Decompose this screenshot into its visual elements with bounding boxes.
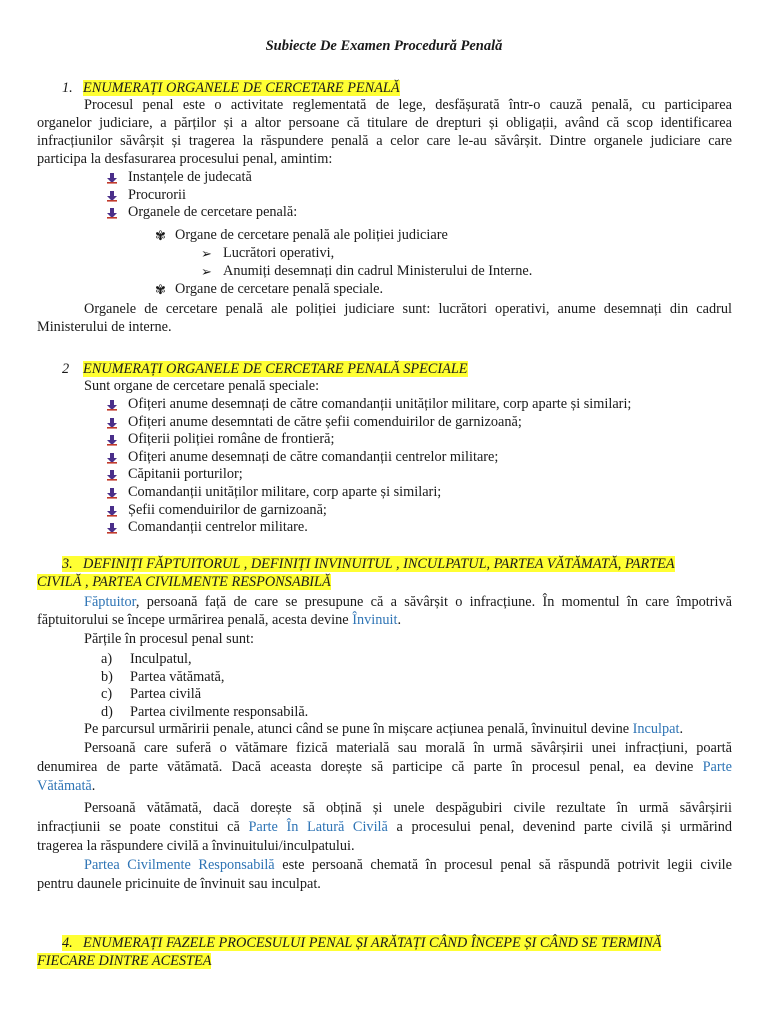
paragraph-line: participa la desfasurarea procesului penal, amintim:: [37, 151, 333, 167]
list-item: Comandanții unităților militare, corp aparte și similari;: [104, 484, 631, 502]
sublist: [153, 281, 383, 299]
paragraph-line: Pe parcursul urmăririi penale, atunci când se pune în mișcare acțiunea penală, învinuitul devine Inculpat.: [84, 721, 684, 737]
paragraph-line: pentru daunele pricinuite de învinuit sau inculpat.: [37, 876, 321, 892]
paragraph-line: Făptuitor, persoană față de care se presupune că a săvârșit o infracțiune. În momentul în care împotrivă: [84, 594, 732, 610]
heading-text: ENUMERAȚI ORGANELE DE CERCETARE PENALĂ SPECIALE: [83, 361, 468, 377]
arrow-bullet-icon: [106, 207, 118, 219]
term-parte-latura-civila: Parte În Latură Civilă: [248, 819, 388, 835]
paragraph-line: Sunt organe de cercetare penală speciale:: [84, 378, 320, 394]
list-item: b) Partea vătămată,: [101, 668, 225, 685]
section-4-heading-line2: [37, 952, 211, 970]
section-3-heading-line1: [62, 555, 675, 573]
list-item: Ofițeri anume desemntati de către șefii comenduirilor de garnizoană;: [104, 414, 631, 432]
section-number: 3.: [62, 556, 73, 572]
special-organs-list: [104, 396, 631, 537]
list-item: ➢ Anumiți desemnați din cadrul Ministerului de Interne.: [201, 262, 533, 279]
flower-bullet-icon: ✾: [155, 282, 166, 297]
list-item: Instanțele de judecată: [104, 169, 297, 187]
term-invinuit: Învinuit: [352, 612, 398, 628]
list-item: Șefii comenduirilor de garnizoană;: [104, 502, 631, 520]
parties-list: [101, 651, 308, 721]
list-item: c) Partea civilă: [101, 686, 202, 703]
list-item: ✾ Organe de cercetare penală speciale.: [155, 281, 384, 297]
paragraph-line: Procesul penal este o activitate reglementată de lege, desfășurată într-o cauză penală, cu participarea: [84, 97, 732, 113]
term-partea-civilmente-responsabila: Partea Civilmente Responsabilă: [84, 857, 275, 873]
section-4-heading-line1: [62, 934, 661, 952]
paragraph-line: Părțile în procesul penal sunt:: [84, 631, 254, 647]
section-number: 4.: [62, 935, 73, 951]
term-vatamata: Vătămată: [37, 778, 92, 794]
sub-sublist: [199, 245, 532, 280]
paragraph-line: organelor judiciare, a părților și a altor persoane că titulare de drepturi și obligații, având că scop identificarea: [37, 115, 732, 131]
list-item: ➢ Lucrători operativi,: [201, 245, 335, 261]
paragraph-line: Organele de cercetare penală ale poliției judiciare sunt: lucrători operativi, anume desemnați din cadrul: [84, 301, 732, 317]
list-item: a) Inculpatul,: [101, 651, 192, 667]
section-number: 1.: [62, 80, 73, 96]
arrow-bullet-icon: [106, 452, 118, 464]
heading-text: FIECARE DINTRE ACESTEA: [37, 953, 212, 969]
arrow-bullet-icon: [106, 172, 118, 184]
heading-text: ENUMERAȚI FAZELE PROCESULUI PENAL ȘI ARĂTAȚI CÂND ÎNCEPE ȘI CÂND SE TERMINĂ: [83, 935, 662, 951]
list-item: Căpitanii porturilor;: [104, 466, 631, 484]
list-item: Comandanții centrelor militare.: [104, 519, 631, 537]
list-item: d) Partea civilmente responsabilă.: [101, 703, 309, 720]
section-3-heading-line2: [37, 573, 331, 591]
list-item: ✾ Organe de cercetare penală ale poliției judiciare: [155, 227, 448, 243]
sublist: [153, 227, 448, 245]
arrow-bullet-icon: [106, 522, 118, 534]
document-title: Subiecte De Examen Procedură Penală: [265, 38, 503, 54]
list-item: Ofițerii poliției române de frontieră;: [104, 431, 631, 449]
organs-list: [104, 169, 297, 222]
paragraph-line: Ministerului de interne.: [37, 319, 172, 335]
arrow-bullet-icon: [106, 505, 118, 517]
arrow-bullet-icon: [106, 434, 118, 446]
arrow-bullet-icon: [106, 399, 118, 411]
arrow-bullet-icon: [106, 190, 118, 202]
list-item: Ofițeri anume desemnați de către comandanții centrelor militare;: [104, 449, 631, 467]
list-item: Organele de cercetare penală:: [104, 204, 297, 222]
list-item: Procurorii: [104, 187, 297, 205]
paragraph-line: tragerea la răspundere civilă a învinuitului/inculpatului.: [37, 838, 355, 854]
paragraph-line: Persoană vătămată, dacă dorește să obțină și unele despăgubiri civile rezultate în urmă săvârșirii: [84, 800, 732, 816]
arrow-bullet-icon: [106, 487, 118, 499]
term-parte: Parte: [702, 759, 732, 775]
section-1-heading: [62, 79, 400, 97]
arrow-bullet-icon: [106, 417, 118, 429]
term-inculpat: Inculpat: [632, 721, 680, 737]
section-number: 2: [62, 361, 70, 377]
heading-text: DEFINIȚI FĂPTUITORUL , DEFINIȚI INVINUITUL , INCULPATUL, PARTEA VĂTĂMATĂ, PARTEA: [83, 556, 675, 572]
paragraph-line: denumirea de parte vătămată. Dacă aceasta dorește să participe că parte în procesul penal, ea devine Parte: [37, 759, 732, 775]
arrowhead-bullet-icon: ➢: [201, 263, 212, 279]
arrow-bullet-icon: [106, 469, 118, 481]
paragraph-line: infracțiunii se poate constitui că Parte În Latură Civilă a procesului penal, devenind parte civilă și urmărind: [37, 819, 732, 835]
term-faptuitor: Făptuitor: [84, 594, 136, 610]
heading-text: ENUMERAȚI ORGANELE DE CERCETARE PENALĂ: [83, 80, 400, 96]
paragraph-line: infracțiunilor săvârșit și tragerea la răspundere penală a celor care le-au săvârșit. Dintre organele judiciare care: [37, 133, 732, 149]
flower-bullet-icon: ✾: [155, 228, 166, 243]
paragraph-line: Partea Civilmente Responsabilă este persoană chemată în procesul penal să răspundă potrivit legii civile: [84, 857, 732, 873]
arrowhead-bullet-icon: ➢: [201, 246, 212, 261]
paragraph-line: Vătămată.: [37, 778, 96, 794]
paragraph-line: Persoană care suferă o vătămare fizică materială sau morală în urmă săvârșirii unei infracțiuni, poartă: [84, 740, 732, 756]
heading-text: CIVILĂ , PARTEA CIVILMENTE RESPONSABILĂ: [37, 574, 331, 590]
section-2-heading: [62, 360, 468, 378]
list-item: Ofițeri anume desemnați de către comandanții unităților militare, corp aparte și similari;: [104, 396, 631, 414]
paragraph-line: făptuitorului se începe urmărirea penală, acesta devine Învinuit.: [37, 612, 402, 628]
